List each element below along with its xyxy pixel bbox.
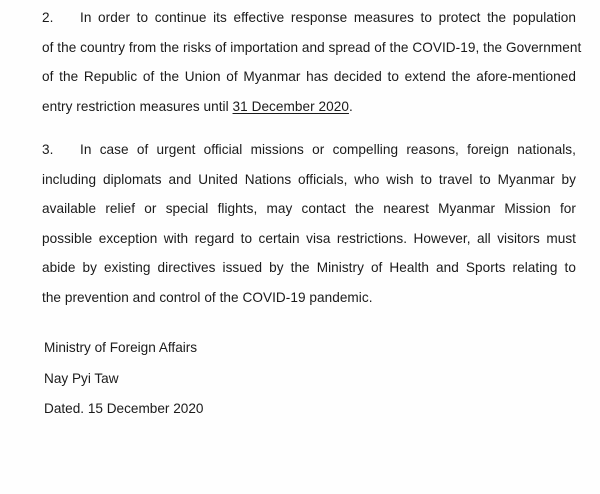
- paragraph-3-line-4: possible exception with regard to certain visa restrictions. However, all visitors must: [42, 230, 576, 246]
- deadline-date: 31 December 2020: [232, 98, 349, 114]
- paragraph-number: 2.: [42, 10, 54, 25]
- signature-date: Dated. 15 December 2020: [44, 401, 204, 416]
- paragraph-2-line-3: of the Republic of the Union of Myanmar has decided to extend the afore-mentioned: [42, 69, 576, 84]
- paragraph-3-line-1: [42, 135, 576, 165]
- paragraph-3: [42, 135, 576, 312]
- signature-ministry: Ministry of Foreign Affairs: [44, 340, 198, 355]
- paragraph-text: In case of urgent official missions or compelling reasons, foreign nationals,: [80, 142, 576, 157]
- paragraph-2-line-1: [42, 3, 576, 33]
- paragraph-text: In order to continue its effective response measures to protect the population: [80, 10, 576, 25]
- paragraph-3-line-2: including diplomats and United Nations officials, who wish to travel to Myanmar by: [42, 171, 576, 187]
- signature-place: Nay Pyi Taw: [44, 371, 119, 386]
- paragraph-number: 3.: [42, 142, 54, 157]
- paragraph-2: [42, 3, 582, 121]
- paragraph-2-line-2: of the country from the risks of importation and spread of the COVID-19, the Government: [42, 39, 582, 55]
- paragraph-3-line-5: abide by existing directives issued by the Ministry of Health and Sports relating to: [42, 260, 576, 275]
- paragraph-text: .: [348, 98, 353, 114]
- paragraph-2-line-4: [42, 92, 576, 122]
- paragraph-3-line-6: the prevention and control of the COVID-19 pandemic.: [42, 289, 373, 305]
- paragraph-text: entry restriction measures until: [42, 98, 233, 114]
- paragraph-3-line-3: available relief or special flights, may contact the nearest Myanmar Mission for: [42, 201, 576, 216]
